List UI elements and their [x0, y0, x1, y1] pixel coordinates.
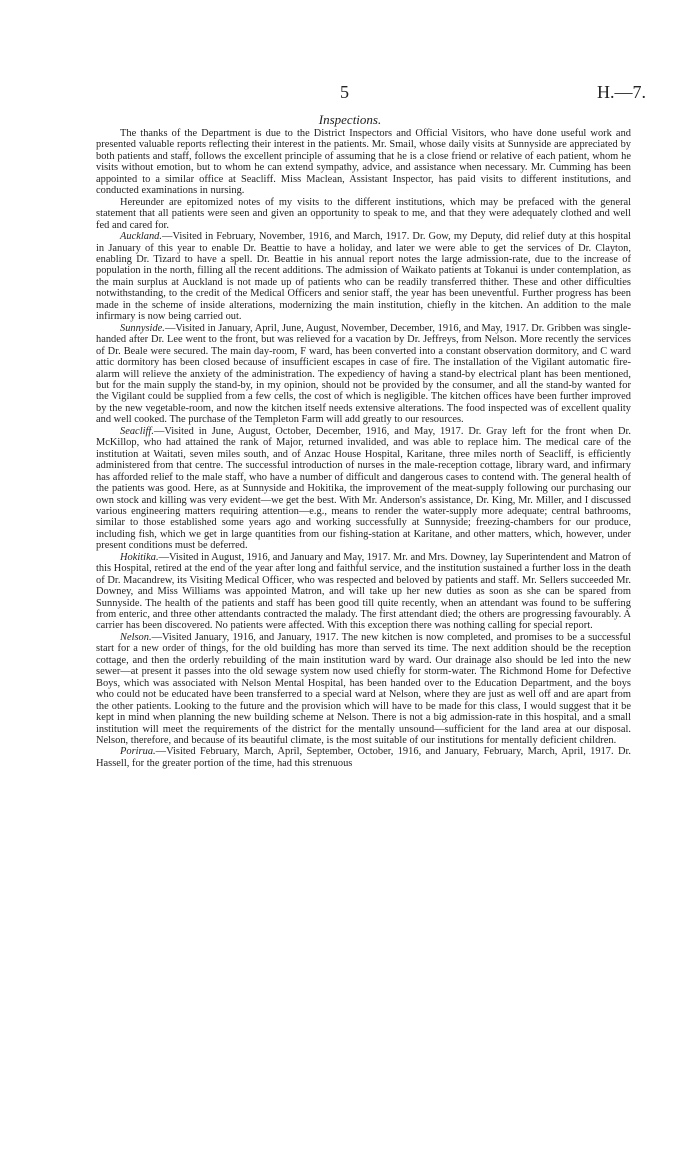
body-text: [96, 128, 631, 769]
paragraph-text: Hereunder are epitomized notes of my visits to the different institutions, which may be prefaced with the general statement that all patients were seen and given an opportunity to speak to me, and that they were adequately clothed and well fed and cared for.: [96, 196, 631, 231]
paragraph-hokitika: [96, 552, 631, 632]
page-reference: H.—7.: [597, 82, 646, 102]
paragraph-lead: Porirua.: [120, 746, 156, 758]
section-heading: Inspections.: [318, 112, 382, 127]
paragraph: [96, 197, 631, 231]
paragraph-porirua: [96, 746, 631, 769]
paragraph-text: —Visited in June, August, October, December, 1916, and May, 1917. Dr. Gray left for the front when Dr. McKillop, who had attained the rank of Major, returned invalided, and was able to replace him. The medical care of the institution at Waitati, seven miles south, and of Anzac House Hospital, Karitane, three miles north of Seacliff, is efficiently administered from that centre. The successful introduction of nurses in the male-reception cottage, library ward, and infirmary has afforded relief to the male staff, who have a number of difficult and dangerous cases to contend with. The general health of the patients was good. Here, as at Sunnyside and Hokitika, the improvement of the meat-supply following our purchasing our own stock and killing was very evident—we get the best. With Mr. Anderson's assistance, Dr. King, Mr. Miller, and I discussed various engineering matters requiring attention—e.g., means to render the water-supply more adequate; central bathrooms, similar to those established some years ago and working successfully at Sunnyside; freezing-chambers for our produce, including fish, which we get in large quantities from our fishing-station at Karitane, and other matters, which, however, under present conditions must be deferred.: [96, 425, 631, 552]
paragraph-text: —Visited in February, November, 1916, and March, 1917. Dr. Gow, my Deputy, did relief duty at this hospital in January of this year to enable Dr. Beattie to have a holiday, and later we were able to get the services of Dr. Clayton, enabling Dr. Tizard to have a spell. Dr. Beattie in his annual report notes the large admission-rate, due to the increase of population in the north, filling all the recent additions. The admission of Waikato patients at Tokanui is under contemplation, as the main surplus at Auckland is not made up of patients who can be readily transferred thither. These and other difficulties notwithstanding, to the credit of the Medical Officers and senior staff, the year has been uneventful. Further progress has been made in the scheme of inside alterations, modernizing the main institution, chiefly in the kitchen. An addition to the male infirmary is now being carried out.: [96, 231, 631, 323]
paragraph-seacliff: [96, 426, 631, 552]
paragraph-text: —Visited February, March, April, September, October, 1916, and January, February, March, April, 1917. Dr. Hassell, for the greater portion of the time, had this strenuous: [96, 746, 631, 769]
paragraph-sunnyside: [96, 323, 631, 426]
paragraph-lead: Hokitika.: [120, 551, 159, 563]
paragraph-text: —Visited in August, 1916, and January and May, 1917. Mr. and Mrs. Downey, lay Superintendent and Matron of this Hospital, retired at the end of the year after long and faithful service, and the institution sustained a further loss in the death of Dr. Macandrew, its Visiting Medical Officer, who was respected and beloved by patients and staff. Mr. Sellers succeeded Mr. Downey, and Miss Williams was appointed Matron, and will take up her new duties as soon as she can be spared from Sunnyside. The health of the patients and staff has been good till quite recently, when an attendant was found to be suffering from enteric, and three other attendants contracted the malady. The first attendant died; the others are progressing favourably. A carrier has been discovered. No patients were affected. With this exception there was nothing calling for special report.: [96, 551, 631, 632]
paragraph: [96, 128, 631, 197]
paragraph-lead: Seacliff.: [120, 425, 154, 437]
page-number: 5: [340, 82, 349, 102]
paragraph-text: —Visited in January, April, June, August, November, December, 1916, and May, 1917. Dr. Gribben was single-handed after Dr. Lee went to the front, but was relieved for a vacation by Dr. Jeffreys, from Nelson. More recently the services of Dr. Beale were secured. The main day-room, F ward, has been converted into a constant observation dormitory, and C ward attic dormitory has been closed because of insufficient escapes in case of fire. The installation of the Vigilant automatic fire-alarm will relieve the anxiety of the administration. The expediency of having a stand-by electrical plant has been mentioned, but for the main supply the stand-by, in my opinion, should not be provided by the consumer, and all the stand-by wanted for the Vigilant could be supplied from a few cells, the cost of which is negligible. The kitchen offices have been further improved by the new vegetable-room, and now the kitchen itself needs extensive alterations. The food inspected was of excellent quality and well cooked. The purchase of the Templeton Farm will add greatly to our resources.: [96, 322, 631, 426]
paragraph-text: The thanks of the Department is due to the District Inspectors and Official Visitors, who have done useful work and presented valuable reports reflecting their interest in the patients. Mr. Smail, whose daily visits at Sunnyside are appreciated by both patients and staff, follows the excellent principle of assuming that he is a close friend or relative of each patient, whom he visits without emotion, but to whom he can extend sympathy, advice, and assistance when necessary. Mr. Cumming has been appointed to a similar office at Seacliff. Miss Maclean, Assistant Inspector, has paid visits to different institutions, and conducted examinations in nursing.: [96, 128, 631, 197]
paragraph-text: —Visited January, 1916, and January, 1917. The new kitchen is now completed, and promises to be a successful start for a new order of things, for the old building has more than served its time. The next addition should be the reception cottage, and then the orderly rebuilding of the main institution ward by ward. Our drainage also should be led into the new sewer—at present it passes into the old sewage system now used chiefly for storm-water. The Richmond Home for Defective Boys, which was associated with Nelson Mental Hospital, has been handed over to the Education Department, and the boys who could not be educated have been transferred to a special ward at Nelson, where they are just as well off and are apart from the other patients. Looking to the future and the provision which will have to be made for this class, I would suggest that it be kept in mind when planning the new building scheme at Nelson. There is not a big admission-rate in this hospital, and a small institution will meet the requirements of the district for the mentally unsound—sufficient for the land area at our disposal. Nelson, therefore, and because of its beautiful climate, is the most suitable of our institutions for mentally deficient children.: [96, 631, 631, 747]
paragraph-auckland: [96, 231, 631, 323]
paragraph-lead: Sunnyside.: [120, 322, 165, 334]
paragraph-lead: Nelson.: [120, 631, 152, 643]
paragraph-nelson: [96, 632, 631, 747]
paragraph-lead: Auckland.: [120, 231, 163, 243]
